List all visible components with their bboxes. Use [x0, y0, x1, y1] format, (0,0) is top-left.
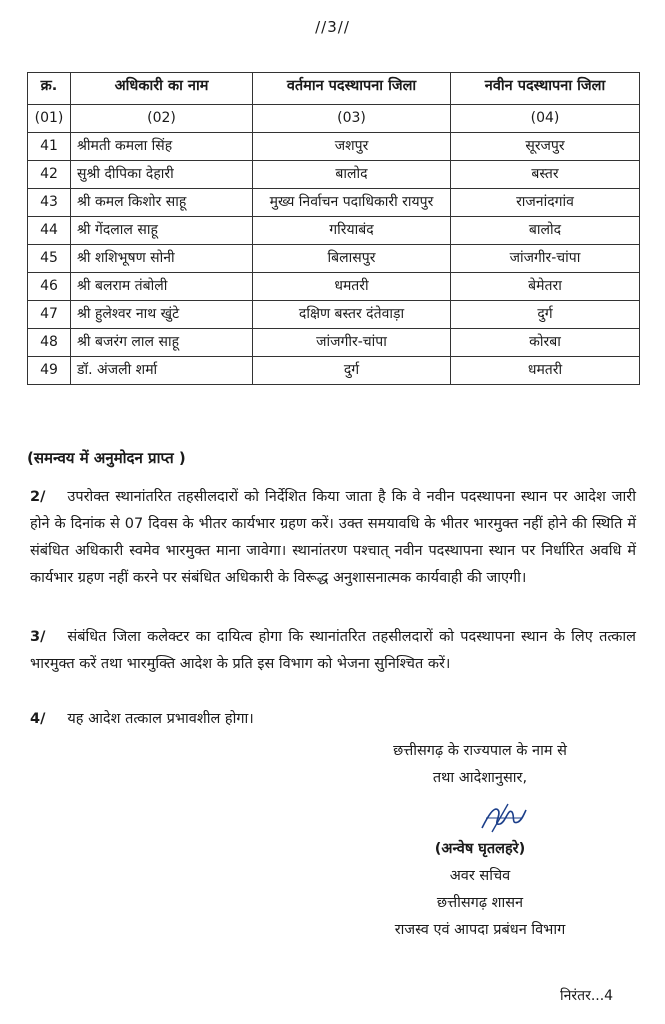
paragraph-text: यह आदेश तत्काल प्रभावशील होगा। [67, 711, 254, 727]
serial-cell: 44 [28, 217, 71, 245]
serial-cell: 45 [28, 245, 71, 273]
header-current-district: वर्तमान पदस्थापना जिला [253, 73, 451, 105]
new-district-cell: बेमेतरा [451, 273, 640, 301]
table-row [28, 161, 640, 189]
current-district-cell: जशपुर [253, 133, 451, 161]
paragraph-text: संबंधित जिला कलेक्टर का दायित्व होगा कि स्थानांतरित तहसीलदारों को पदस्थापना स्थान के लिए तत्काल भारमुक्त करें तथा भारमुक्ति आदेश के प्रति इस विभाग को भेजना सुनिश्चित करें। [30, 629, 636, 672]
serial-cell: 47 [28, 301, 71, 329]
new-district-cell: दुर्ग [451, 301, 640, 329]
paragraph-number: 4/ [30, 711, 46, 727]
signatory-details [330, 836, 630, 944]
serial-cell: 41 [28, 133, 71, 161]
paragraph-3 [30, 624, 636, 678]
officer-name-cell: श्री बलराम तंबोली [71, 273, 253, 301]
current-district-cell: दक्षिण बस्तर दंतेवाड़ा [253, 301, 451, 329]
table-row [28, 189, 640, 217]
signature-authority [330, 738, 630, 792]
current-district-cell: गरियाबंद [253, 217, 451, 245]
current-district-cell: मुख्य निर्वाचन पदाधिकारी रायपुर [253, 189, 451, 217]
new-district-cell: सूरजपुर [451, 133, 640, 161]
authority-line-1: छत्तीसगढ़ के राज्यपाल के नाम से [393, 743, 567, 759]
col-number: (03) [253, 105, 451, 133]
approval-note: (समन्वय में अनुमोदन प्राप्त ) [27, 449, 186, 467]
table-header-row [28, 73, 640, 105]
table-row [28, 301, 640, 329]
officer-name-cell: डॉ. अंजली शर्मा [71, 357, 253, 385]
column-number-row [28, 105, 640, 133]
new-district-cell: बस्तर [451, 161, 640, 189]
serial-cell: 46 [28, 273, 71, 301]
signatory-designation: अवर सचिव [449, 868, 511, 884]
new-district-cell: कोरबा [451, 329, 640, 357]
authority-line-2: तथा आदेशानुसार, [432, 770, 528, 786]
table-row [28, 329, 640, 357]
table-row [28, 245, 640, 273]
officer-name-cell: श्रीमती कमला सिंह [71, 133, 253, 161]
officer-name-cell: श्री कमल किशोर साहू [71, 189, 253, 217]
new-district-cell: जांजगीर-चांपा [451, 245, 640, 273]
continuation-marker: निरंतर...4 [560, 988, 614, 1004]
header-officer-name: अधिकारी का नाम [71, 73, 253, 105]
header-serial: क्र. [28, 73, 71, 105]
page-number-marker: //3// [315, 18, 350, 36]
officer-name-cell: श्री गेंदलाल साहू [71, 217, 253, 245]
header-new-district: नवीन पदस्थापना जिला [451, 73, 640, 105]
col-number: (01) [28, 105, 71, 133]
current-district-cell: धमतरी [253, 273, 451, 301]
serial-cell: 42 [28, 161, 71, 189]
signatory-name: (अन्वेष घृतलहरे) [434, 841, 526, 857]
officer-name-cell: श्री बजरंग लाल साहू [71, 329, 253, 357]
transfer-table [27, 72, 640, 385]
serial-cell: 48 [28, 329, 71, 357]
paragraph-2 [30, 484, 636, 592]
serial-cell: 49 [28, 357, 71, 385]
table-row [28, 133, 640, 161]
table-row [28, 273, 640, 301]
table-row [28, 217, 640, 245]
col-number: (02) [71, 105, 253, 133]
current-district-cell: दुर्ग [253, 357, 451, 385]
paragraph-number: 3/ [30, 629, 46, 645]
officer-name-cell: श्री शशिभूषण सोनी [71, 245, 253, 273]
current-district-cell: बालोद [253, 161, 451, 189]
current-district-cell: जांजगीर-चांपा [253, 329, 451, 357]
paragraph-text: उपरोक्त स्थानांतरित तहसीलदारों को निर्देशित किया जाता है कि वे नवीन पदस्थापना स्थान पर आदेश जारी होने के दिनांक से 07 दिवस के भीतर कार्यभार ग्रहण करें। उक्त समयावधि के भीतर भारमुक्त नहीं होने की स्थिति में संबंधित अधिकारी स्वमेव भारमुक्त माना जावेगा। स्थानांतरण पश्चात् नवीन पदस्थापना स्थान पर निर्धारित अवधि में कार्यभार ग्रहण नहीं करने पर संबंधित अधिकारी के विरूद्ध अनुशासनात्मक कार्यवाही की जाएगी। [30, 489, 636, 586]
new-district-cell: राजनांदगांव [451, 189, 640, 217]
paragraph-number: 2/ [30, 489, 46, 505]
table-row [28, 357, 640, 385]
col-number: (04) [451, 105, 640, 133]
officer-name-cell: सुश्री दीपिका देहारी [71, 161, 253, 189]
serial-cell: 43 [28, 189, 71, 217]
new-district-cell: बालोद [451, 217, 640, 245]
current-district-cell: बिलासपुर [253, 245, 451, 273]
signatory-department: राजस्व एवं आपदा प्रबंधन विभाग [394, 922, 566, 938]
new-district-cell: धमतरी [451, 357, 640, 385]
signatory-government: छत्तीसगढ़ शासन [436, 895, 524, 911]
officer-name-cell: श्री हुलेश्वर नाथ खुंटे [71, 301, 253, 329]
handwritten-signature [478, 798, 530, 838]
paragraph-4 [30, 706, 636, 733]
